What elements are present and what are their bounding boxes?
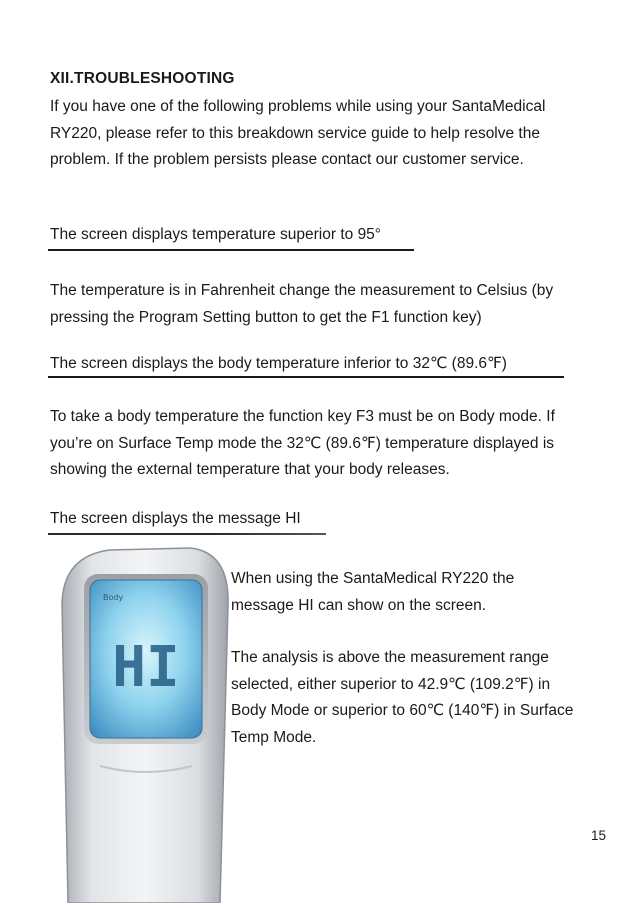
heading-underline-1 — [48, 249, 414, 251]
issue-heading-3: The screen displays the message HI — [50, 510, 301, 527]
issue-body-3b: The analysis is above the measurement range selected, either superior to 42.9℃ (109.2℉) in Body Mode or superior to 60℃ (140℉) in Surface Temp Mode. — [231, 649, 574, 746]
screen-display-text: HI — [112, 635, 180, 700]
issue-heading-2: The screen displays the body temperature inferior to 32℃ (89.6℉) — [50, 355, 507, 372]
issue-heading-1: The screen displays temperature superior to 95° — [50, 226, 382, 243]
issue-body-3a: When using the SantaMedical RY220 the message HI can show on the screen. — [231, 570, 515, 614]
screen-mode-label: Body — [103, 593, 124, 602]
intro-paragraph: If you have one of the following problems while using your SantaMedical RY220, please refer to this breakdown service guide to help resolve the problem. If the problem persists please contact our customer service. — [50, 98, 546, 168]
section-title: XII.TROUBLESHOOTING — [50, 70, 235, 87]
heading-underline-3 — [48, 533, 326, 535]
issue-body-2: To take a body temperature the function key F3 must be on Body mode. If you’re on Surface Temp mode the 32℃ (89.6℉) temperature displayed is showing the external temperature that your body releases. — [50, 408, 555, 478]
page-number: 15 — [590, 828, 606, 843]
heading-underline-2 — [48, 376, 564, 378]
issue-body-1: The temperature is in Fahrenheit change the measurement to Celsius (by pressing the Program Setting button to get the F1 function key) — [50, 282, 554, 326]
thermometer-image — [40, 536, 240, 903]
